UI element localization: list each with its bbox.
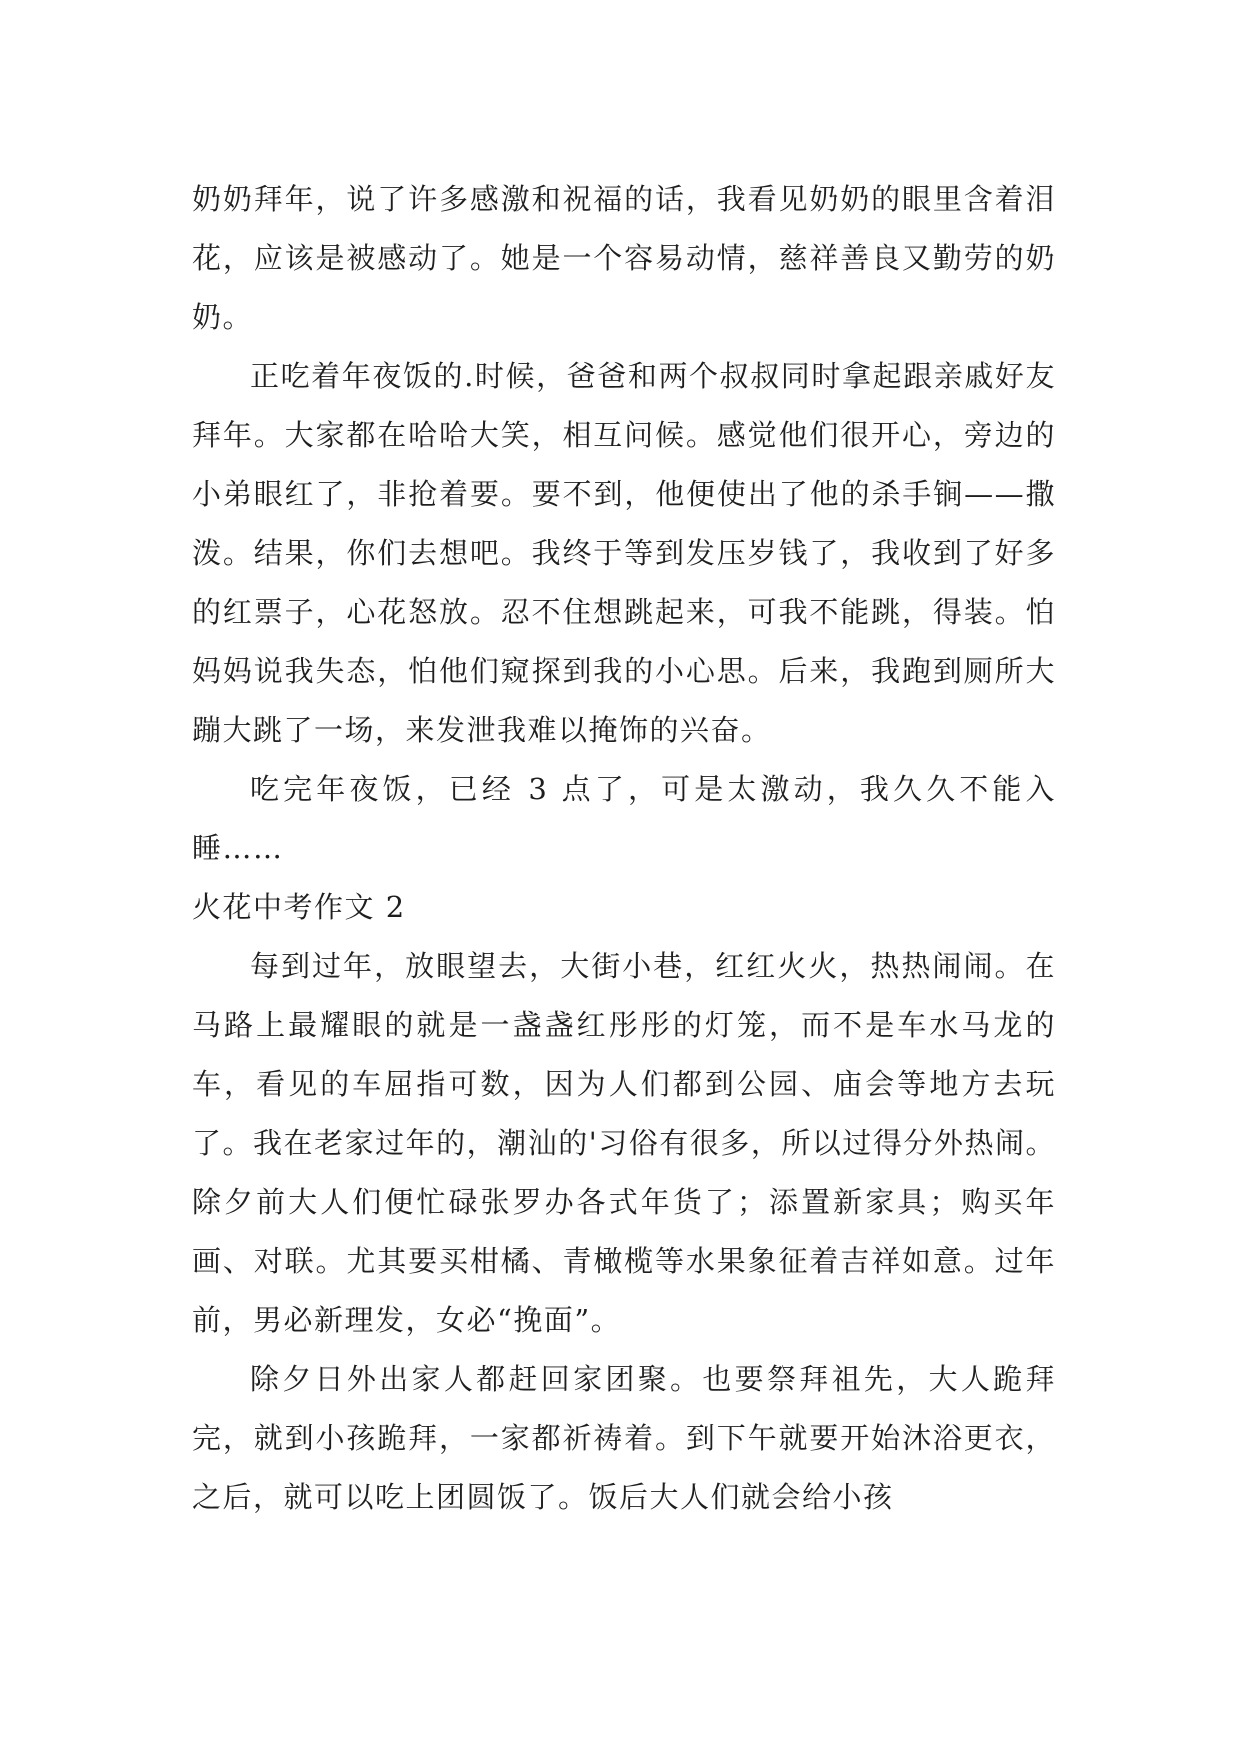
paragraph-new-year-dinner: 正吃着年夜饭的.时候，爸爸和两个叔叔同时拿起跟亲戚好友拜年。大家都在哈哈大笑，相互问候。感觉他们很开心，旁边的小弟眼红了，非抢着要。要不到，他便使出了他的杀手锏——撒泼。结果，你们去想吧。我终于等到发压岁钱了，我收到了好多的红票子，心花怒放。忍不住想跳起来，可我不能跳，得装。怕妈妈说我失态，怕他们窥探到我的小心思。后来，我跑到厕所大蹦大跳了一场，来发泄我难以掩饰的兴奋。: [192, 359, 1056, 747]
paragraph-spring-festival-streets: 每到过年，放眼望去，大街小巷，红红火火，热热闹闹。在马路上最耀眼的就是一盏盏红彤彤的灯笼，而不是车水马龙的车，看见的车屈指可数，因为人们都到公园、庙会等地方去玩了。我在老家过年的，潮汕的'习俗有很多，所以过得分外热闹。除夕前大人们便忙碌张罗办各式年货了；添置新家具；购买年画、对联。尤其要买柑橘、青橄榄等水果象征着吉祥如意。过年前，男必新理发，女必“挽面”。: [192, 949, 1056, 1337]
paragraph-cannot-sleep: 吃完年夜饭，已经 3 点了，可是太激动，我久久不能入睡……: [192, 772, 1056, 865]
essay-heading: 火花中考作文 2: [192, 890, 406, 924]
paragraph-grandma-new-year: 奶奶拜年，说了许多感激和祝福的话，我看见奶奶的眼里含着泪花，应该是被感动了。她是一个容易动情，慈祥善良又勤劳的奶奶。: [192, 182, 1056, 334]
paragraph-new-years-eve: 除夕日外出家人都赶回家团聚。也要祭拜祖先，大人跪拜完，就到小孩跪拜，一家都祈祷着。到下午就要开始沐浴更衣，之后，就可以吃上团圆饭了。饭后大人们就会给小孩: [192, 1362, 1056, 1514]
document-body: [192, 170, 1056, 1527]
